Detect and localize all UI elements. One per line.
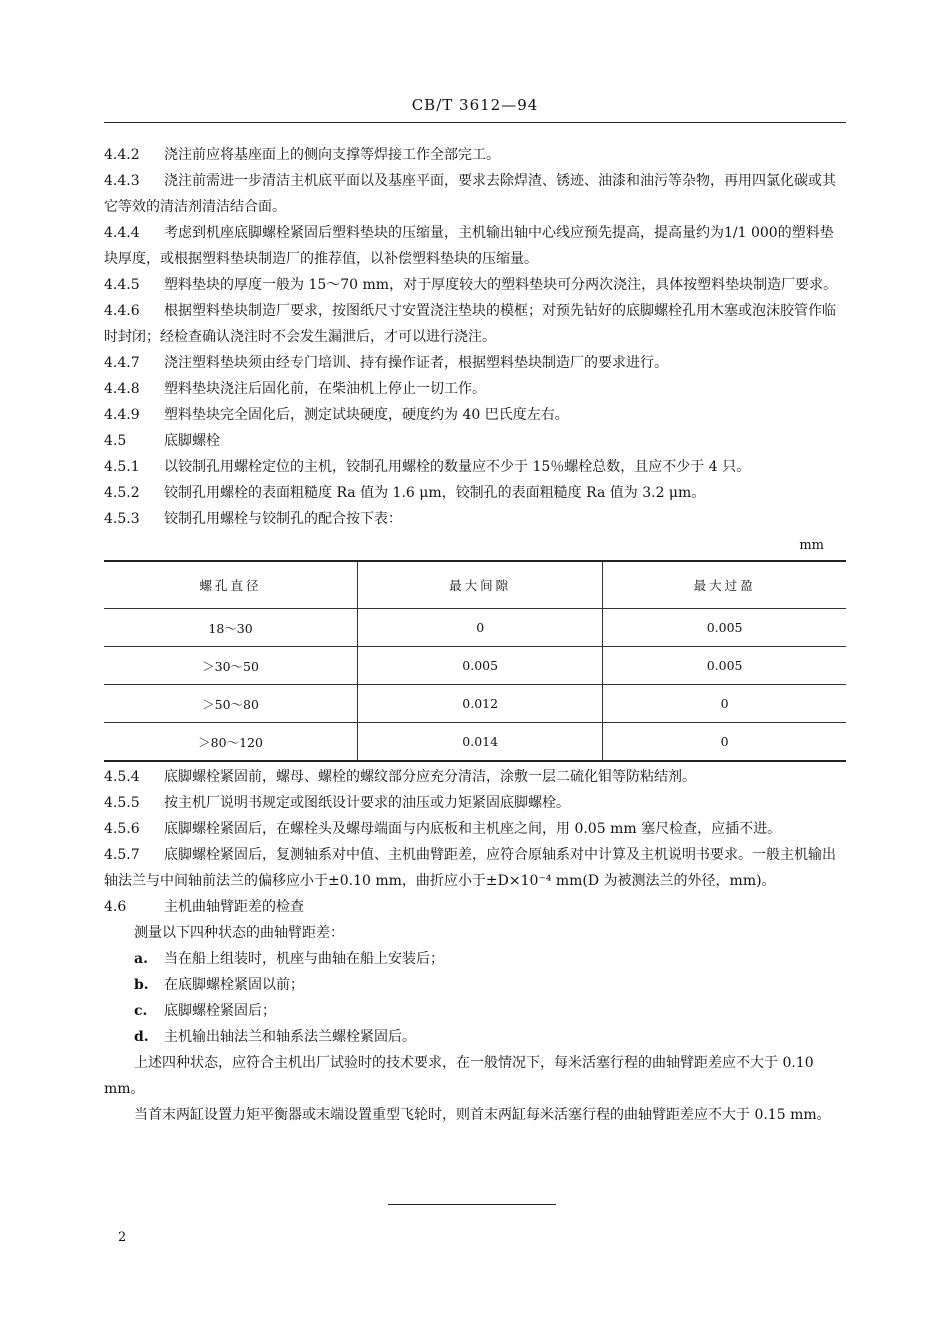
clause-text: 铰制孔用螺栓的表面粗糙度 Ra 值为 1.6 μm，铰制孔的表面粗糙度 Ra 值为 3.2 μm。 — [164, 485, 706, 501]
table-cell: 0.005 — [603, 609, 846, 647]
paragraph-requirement-015: 当首末两缸设置力矩平衡器或末端设置重型飞轮时，则首末两缸每米活塞行程的曲轴臂距差应不大于 0.15 mm。 — [134, 1107, 831, 1123]
measure-intro: 测量以下四种状态的曲轴臂距差： — [134, 925, 344, 941]
clause-number: 4.4.9 — [104, 407, 140, 423]
section-4-6-heading — [104, 894, 846, 920]
table-cell: ＞30～50 — [104, 647, 358, 685]
clause-number: 4.4.4 — [104, 225, 140, 241]
list-item — [104, 998, 846, 1024]
list-item-text: 当在船上组装时，机座与曲轴在船上安装后； — [164, 951, 444, 967]
table-cell: 0.014 — [358, 723, 603, 762]
fit-table — [104, 560, 846, 762]
section-4-5-5 — [104, 790, 846, 816]
column-header-max-interference: 最大过盈 — [603, 561, 846, 609]
list-item — [104, 946, 846, 972]
table-row — [104, 685, 846, 723]
clause-text: 塑料垫块的厚度一般为 15～70 mm，对于厚度较大的塑料垫块可分两次浇注，具体按塑料垫块制造厂要求。 — [164, 277, 838, 293]
section-4-5-7 — [104, 842, 846, 894]
clause-number: 4.5.3 — [104, 511, 140, 527]
section-4-4-9 — [104, 402, 846, 428]
table-cell: ＞80～120 — [104, 723, 358, 762]
list-marker: d. — [134, 1029, 149, 1045]
clause-text: 底脚螺栓紧固后，复测轴系对中值、主机曲臂距差，应符合原轴系对中计算及主机说明书要求。一般主机输出轴法兰与中间轴前法兰的偏移应小于±0.10 mm，曲折应小于±D×10⁻⁴ mm(D 为被测法兰的外径，mm)。 — [104, 847, 836, 889]
clause-number: 4.5 — [104, 433, 127, 449]
table-cell: 0.005 — [603, 647, 846, 685]
list-item-text: 在底脚螺栓紧固以前； — [164, 977, 304, 993]
table-header-row — [104, 561, 846, 609]
table-unit: mm — [799, 538, 824, 553]
clause-text: 浇注前需进一步清洁主机底平面以及基座平面，要求去除焊渣、锈迹、油漆和油污等杂物，再用四氯化碳或其它等效的清洁剂清洁结合面。 — [104, 173, 836, 215]
document-header-code: CB/T 3612—94 — [411, 96, 539, 114]
table-row — [104, 723, 846, 762]
section-4-4-3 — [104, 168, 846, 220]
table-cell: 0 — [603, 723, 846, 762]
clause-number: 4.4.2 — [104, 147, 140, 163]
section-4-5-2 — [104, 480, 846, 506]
list-marker: a. — [134, 951, 148, 967]
clause-text: 铰制孔用螺栓与铰制孔的配合按下表： — [164, 511, 402, 527]
section-4-5-4 — [104, 764, 846, 790]
clause-number: 4.5.4 — [104, 769, 140, 785]
clause-text: 塑料垫块浇注后固化前，在柴油机上停止一切工作。 — [164, 381, 486, 397]
section-4-5-3 — [104, 506, 846, 532]
document-body — [104, 142, 846, 1128]
clause-number: 4.4.7 — [104, 355, 140, 371]
clause-text: 塑料垫块完全固化后，测定试块硬度，硬度约为 40 巴氏度左右。 — [164, 407, 569, 423]
section-4-4-2 — [104, 142, 846, 168]
list-item — [104, 1024, 846, 1050]
clause-heading: 底脚螺栓 — [164, 433, 220, 449]
section-4-5-6 — [104, 816, 846, 842]
clause-number: 4.6 — [104, 899, 127, 915]
clause-text: 按主机厂说明书规定或图纸设计要求的油压或力矩紧固底脚螺栓。 — [164, 795, 570, 811]
clause-text: 底脚螺栓紧固后，在螺栓头及螺母端面与内底板和主机座之间，用 0.05 mm 塞尺检查，应插不进。 — [164, 821, 782, 837]
section-4-4-5 — [104, 272, 846, 298]
paragraph-requirement-010: 上述四种状态，应符合主机出厂试验时的技术要求，在一般情况下，每米活塞行程的曲轴臂距差应不大于 0.10 mm。 — [104, 1055, 814, 1097]
clause-number: 4.5.6 — [104, 821, 140, 837]
table-row — [104, 647, 846, 685]
section-4-4-6 — [104, 298, 846, 350]
table-cell: 0.012 — [358, 685, 603, 723]
clause-number: 4.5.2 — [104, 485, 140, 501]
list-item — [104, 972, 846, 998]
clause-number: 4.5.7 — [104, 847, 140, 863]
clause-text: 浇注前应将基座面上的侧向支撑等焊接工作全部完工。 — [164, 147, 500, 163]
list-marker: b. — [134, 977, 149, 993]
section-4-5-1 — [104, 454, 846, 480]
clause-number: 4.5.1 — [104, 459, 140, 475]
section-4-5-heading — [104, 428, 846, 454]
table-row — [104, 609, 846, 647]
page-number: 2 — [118, 1230, 127, 1245]
list-item-text: 主机输出轴法兰和轴系法兰螺栓紧固后。 — [164, 1029, 416, 1045]
list-marker: c. — [134, 1003, 148, 1019]
table-cell: 18～30 — [104, 609, 358, 647]
clause-number: 4.4.6 — [104, 303, 140, 319]
header-rule — [104, 122, 846, 123]
clause-text: 根据塑料垫块制造厂要求，按图纸尺寸安置浇注垫块的模框；对预先钻好的底脚螺栓孔用木塞或泡沫胶管作临时封闭；经检查确认浇注时不会发生漏泄后，才可以进行浇注。 — [104, 303, 836, 345]
column-header-max-clearance: 最大间隙 — [358, 561, 603, 609]
clause-number: 4.4.8 — [104, 381, 140, 397]
end-rule — [388, 1204, 556, 1205]
table-cell: ＞50～80 — [104, 685, 358, 723]
clause-heading: 主机曲轴臂距差的检查 — [164, 899, 304, 915]
column-header-bolt-hole-diameter: 螺孔直径 — [104, 561, 358, 609]
clause-number: 4.4.3 — [104, 173, 140, 189]
clause-text: 考虑到机座底脚螺栓紧固后塑料垫块的压缩量，主机输出轴中心线应预先提高，提高量约为1/1 000的塑料垫块厚度，或根据塑料垫块制造厂的推荐值，以补偿塑料垫块的压缩量。 — [104, 225, 834, 267]
table-cell: 0.005 — [358, 647, 603, 685]
table-cell: 0 — [603, 685, 846, 723]
section-4-4-4 — [104, 220, 846, 272]
list-item-text: 底脚螺栓紧固后； — [164, 1003, 276, 1019]
clause-text: 底脚螺栓紧固前，螺母、螺栓的螺纹部分应充分清洁，涂敷一层二硫化钼等防粘结剂。 — [164, 769, 696, 785]
section-4-4-7 — [104, 350, 846, 376]
clause-text: 以铰制孔用螺栓定位的主机，铰制孔用螺栓的数量应不少于 15％螺栓总数，且应不少于 4 只。 — [164, 459, 751, 475]
clause-number: 4.4.5 — [104, 277, 140, 293]
clause-number: 4.5.5 — [104, 795, 140, 811]
section-4-4-8 — [104, 376, 846, 402]
clause-text: 浇注塑料垫块须由经专门培训、持有操作证者，根据塑料垫块制造厂的要求进行。 — [164, 355, 668, 371]
table-cell: 0 — [358, 609, 603, 647]
